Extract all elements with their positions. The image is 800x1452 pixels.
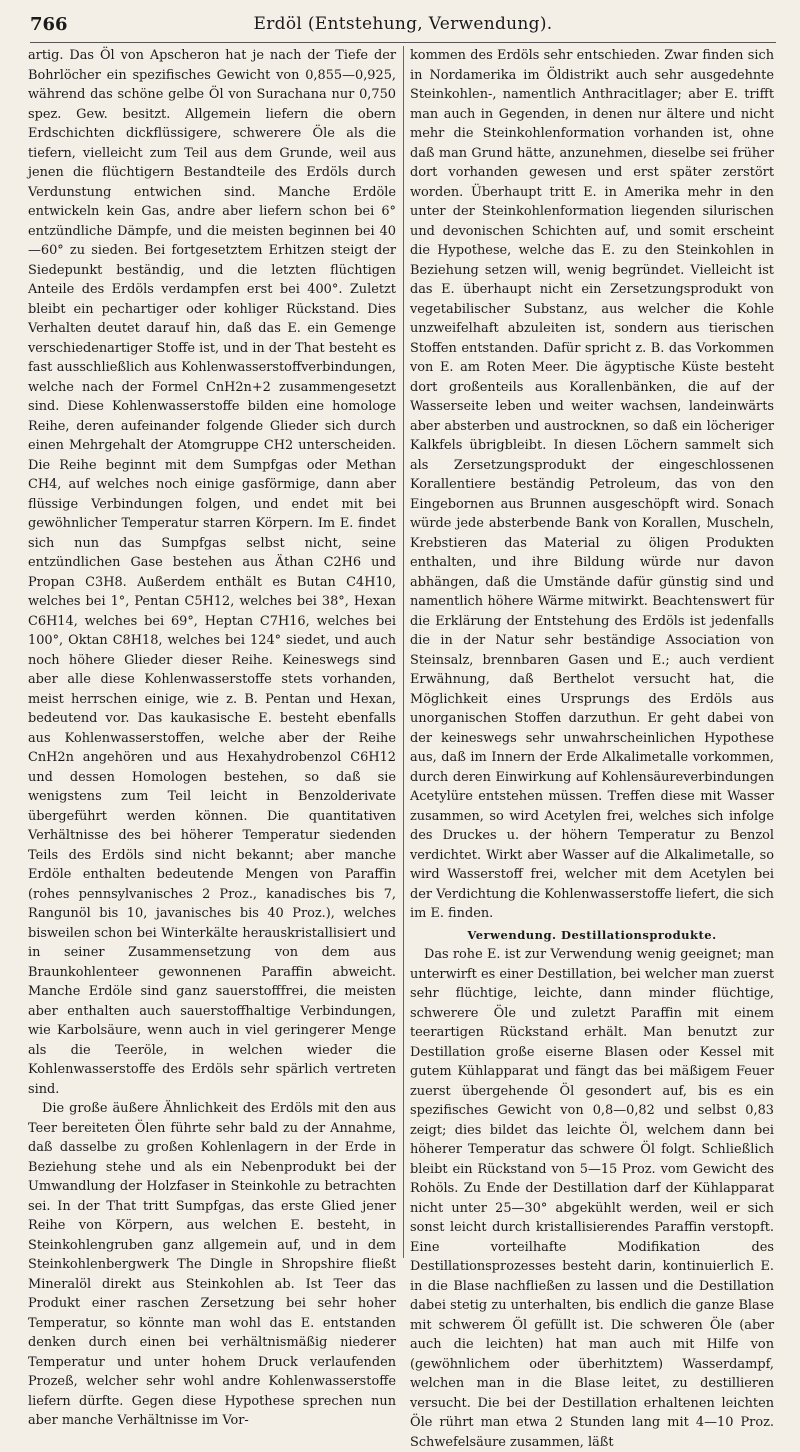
paragraph: Das rohe E. ist zur Verwendung wenig geeignet; man unterwirft es einer Destillation, bei welcher man zuerst sehr flüchtige, leichte, dann minder flüchtige, schwerere Öle und zuletzt Paraffin mit einem teerartigen Rückstand erhält. Man benutzt zur Destillation große eiserne Blasen oder Kessel mit gutem Kühlapparat und fängt das bei mäßigem Feuer zuerst übergehende Öl gesondert auf, bis es ein spezifisches Gewicht von 0,8—0,82 und selbst 0,83 zeigt; dies bildet das leichte Öl, welchem dann bei höherer Temperatur das schwere Öl folgt. Schließlich bleibt ein Rückstand von 5—15 Proz. vom Gewicht des Rohöls. Zu Ende der Destillation darf der Kühlapparat nicht unter 25—30° abgekühlt werden, weil er sich sonst leicht durch kristallisierendes Paraffin verstopft. Eine vorteilhafte Modifikation des Destillationsprozesses besteht darin, kontinuierlich E. in die Blase nachfließen zu lassen und die Destillation dabei stetig zu unterhalten, bis endlich die ganze Blase mit schwerem Öl gefüllt ist. Die schweren Öle (aber auch die leichten) hat man auch mit Hilfe von (gewöhnlichem oder überhitztem) Wasserdampf, welchen man in die Blase leitet, zu destillieren versucht. Die bei der Destillation erhaltenen leichten Öle rührt man etwa 2 Stunden lang mit 4—10 Proz. Schwefelsäure zusammen, läßt [410,947,774,1450]
page-number: 766 [30,14,68,35]
column-divider [403,46,404,1258]
paragraph: artig. Das Öl von Apscheron hat je nach der Tiefe der Bohrlöcher ein spezifisches Gewicht von 0,855—0,925, während das schöne gelbe Öl von Surachana nur 0,750 spez. Gew. besitzt. Allgemein liefern die obern Erdschichten dickflüssigere, schwerere Öle als die tiefern, vielleicht zum Teil aus dem Grunde, weil aus jenen die flüchtigern Bestandteile des Erdöls durch Verdunstung entwichen sind. Manche Erdöle entwickeln kein Gas, andre aber liefern schon bei 6° entzündliche Dämpfe, und die meisten beginnen bei 40—60° zu sieden. Bei fortgesetztem Erhitzen steigt der Siedepunkt beständig, und die letzten flüchtigen Anteile des Erdöls verdampfen erst bei 400°. Zuletzt bleibt ein pechartiger oder kohliger Rückstand. Dies Verhalten deutet darauf hin, daß das E. ein Gemenge verschiedenartiger Stoffe ist, und in der That besteht es fast ausschließlich aus Kohlenwasserstoffverbindungen, welche nach der Formel CnH2n+2 zusammengesetzt sind. Diese Kohlenwasserstoffe bilden eine homologe Reihe, deren aufeinander folgende Glieder sich durch einen Mehrgehalt der Atomgruppe CH2 unterscheiden. Die Reihe beginnt mit dem Sumpfgas oder Methan CH4, auf welches noch einige gasförmige, dann aber flüssige Verbindungen folgen, und endet mit bei gewöhnlicher Temperatur starren Körpern. Im E. findet sich nun das Sumpfgas selbst nicht, seine entzündlichen Gase bestehen aus Äthan C2H6 und Propan C3H8. Außerdem enthält es Butan C4H10, welches bei 1°, Pentan C5H12, welches bei 38°, Hexan C6H14, welches bei 69°, Heptan C7H16, welches bei 100°, Oktan C8H18, welches bei 124° siedet, und auch noch höhere Glieder dieser Reihe. Keineswegs sind aber alle diese Kohlenwasserstoffe stets vorhanden, meist herrschen einige, wie z. B. Pentan und Hexan, bedeutend vor. Das kaukasische E. besteht ebenfalls aus Kohlenwasserstoffen, welche aber der Reihe CnH2n angehören und aus Hexahydrobenzol C6H12 und dessen Homologen bestehen, so daß sie wenigstens zum Teil leicht in Benzolderivate übergeführt werden können. Die quantitativen Verhältnisse des bei höherer Temperatur siedenden Teils des Erdöls sind nicht bekannt; aber manche Erdöle enthalten bedeutende Mengen von Paraffin (rohes pennsylvanisches 2 Proz., kanadisches bis 7, Rangunöl bis 10, javanisches bis 40 Proz.), welches bisweilen schon bei Winterkälte herauskristallisiert und in seiner Zusammensetzung von dem aus Braunkohlenteer gewonnenen Paraffin abweicht. Manche Erdöle sind ganz sauerstofffrei, die meisten aber enthalten auch sauerstoffhaltige Verbindungen, wie Karbolsäure, wenn auch in viel geringerer Menge als die Teeröle, in welchen wieder die Kohlenwasserstoffe des Erdöls sehr spärlich vertreten sind. [28,48,396,1097]
paragraph: kommen des Erdöls sehr entschieden. Zwar finden sich in Nordamerika im Öldistrikt auch sehr ausgedehnte Steinkohlen-, namentlich Anthracitlager; aber E. trifft man auch in Gegenden, in denen nur ältere und nicht mehr die Steinkohlenformation vorhanden ist, ohne daß man Grund hätte, anzunehmen, dieselbe sei früher dort vorhanden gewesen und erst später zerstört worden. Überhaupt tritt E. in Amerika mehr in den unter der Steinkohlenformation liegenden silurischen und devonischen Schichten auf, und somit erscheint die Hypothese, welche das E. zu den Steinkohlen in Beziehung setzen will, wenig begründet. Vielleicht ist das E. überhaupt nicht ein Zersetzungsprodukt von vegetabilischer Substanz, aus welcher die Kohle unzweifelhaft abzuleiten ist, sondern aus tierischen Stoffen entstanden. Dafür spricht z. B. das Vorkommen von E. am Roten Meer. Die ägyptische Küste besteht dort großenteils aus Korallenbänken, die auf der Wasserseite leben und weiter wachsen, landeinwärts aber absterben und austrocknen, so daß ein löcheriger Kalkfels übrigbleibt. In diesen Löchern sammelt sich als Zersetzungsprodukt der eingeschlossenen Korallentiere beständig Petroleum, das von den Eingebornen aus Brunnen ausgeschöpft wird. Sonach würde jede absterbende Bank von Korallen, Muscheln, Krebstieren das Material zu öligen Produkten enthalten, und ihre Bildung würde nur davon abhängen, daß die Umstände dafür günstig sind und namentlich höhere Wärme mitwirkt. Beachtenswert für die Erklärung der Entstehung des Erdöls ist jedenfalls die in der Natur sehr beständige Association von Steinsalz, brennbaren Gasen und E.; auch verdient Erwähnung, daß Berthelot versucht hat, die Möglichkeit eines Ursprungs des Erdöls aus unorganischen Stoffen darzuthun. Er geht dabei von der keineswegs sehr unwahrscheinlichen Hypothese aus, daß im Innern der Erde Alkalimetalle vorkommen, durch deren Einwirkung auf Kohlensäureverbindungen Acetylüre entstehen müssen. Treffen diese mit Wasser zusammen, so wird Acetylen frei, welches sich infolge des Druckes u. der höhern Temperatur zu Benzol verdichtet. Wirkt aber Wasser auf die Alkalimetalle, so wird Wasserstoff frei, welcher mit dem Acetylen bei der Verdichtung die Kohlenwasserstoffe liefert, die sich im E. finden. [410,48,774,921]
running-title: Erdöl (Entstehung, Verwendung). [253,14,553,34]
page-header [30,12,776,43]
paragraph: Die große äußere Ähnlichkeit des Erdöls mit den aus Teer bereiteten Ölen führte sehr bald zu der Annahme, daß dasselbe zu großen Kohlenlagern in der Erde in Beziehung stehe und als ein Nebenprodukt bei der Umwandlung der Holzfaser in Steinkohle zu betrachten sei. In der That tritt Sumpfgas, das erste Glied jener Reihe von Körpern, aus welchen E. besteht, in Steinkohlengruben ganz allgemein auf, und in dem Steinkohlenbergwerk The Dingle in Shropshire fließt Mineralöl direkt aus Steinkohlen ab. Ist Teer das Produkt einer raschen Zersetzung bei sehr hoher Temperatur, so könnte man wohl das E. entstanden denken durch einen bei verhältnismäßig niederer Temperatur und unter hohem Druck verlaufenden Prozeß, welcher sehr wohl andre Kohlenwasserstoffe liefern dürfte. Gegen diese Hypothese sprechen nun aber manche Verhältnisse im Vor- [28,1101,396,1428]
section-heading: Verwendung. Destillationsprodukte. [467,927,717,942]
right-column [410,46,774,1450]
left-column [28,46,396,1428]
